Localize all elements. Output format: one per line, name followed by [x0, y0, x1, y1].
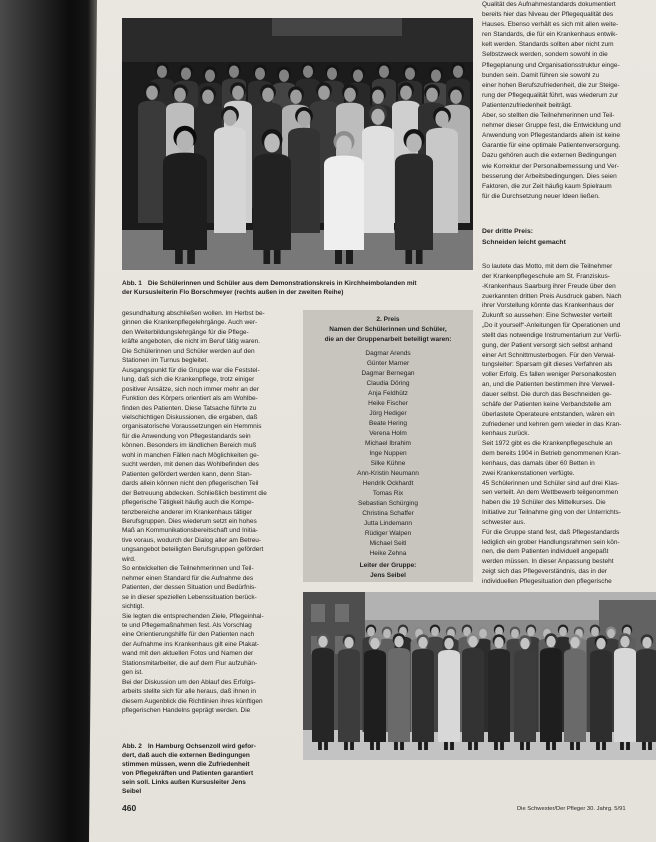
person-head [383, 629, 391, 639]
person-body [214, 127, 246, 233]
participant-name: Verena Holm [369, 430, 407, 437]
person-body [324, 156, 364, 251]
person-head [344, 637, 353, 648]
person-head [264, 134, 280, 153]
person-head [174, 88, 186, 102]
person-body [462, 648, 484, 742]
person-leg [263, 248, 270, 264]
person-head [591, 627, 599, 637]
participant-name: Jutta Lindemann [363, 520, 413, 527]
person-body [438, 650, 460, 742]
person-head [620, 636, 629, 647]
person-leg [175, 248, 183, 264]
person-head [394, 636, 403, 647]
person-leg [274, 248, 281, 264]
person-body [138, 101, 166, 223]
person-leg [346, 248, 353, 264]
person-head [607, 629, 615, 639]
article-column-middle: gesundhaltung abschließen wollen. Im Herbst be- ginnen die Krankenpflegelehrgänge. Auch wer- den Weiterbildungslehrgänge für die Pflege- kräfte angeboten, die nicht im Beruf tätig waren. Die Schülerinnen und Schüler werden auf den Stationen im Turnus begleitet. Ausgangspunkt für die Gruppe war die Feststel- lung, daß sich die Krankenpflege, trotz einiger positiver Ansätze, sich noch immer mehr an der Funktion des Körpers orientiert als am Wohlbe- finden des Patienten. Diese Tatsache führte zu vielschichtigen Diskussionen, die ergaben, daß organisatorische Voraussetzungen ein Hemmnis für die Anwendung von Pflegestandards sein können. Besonders im ländlichen Bereich muß wohl in manchen Fällen nach Möglichkeiten ge- sucht werden, mit denen das Wohlbefinden des Patienten gefördert werden kann, denn Stan- dards allein können nicht den pflegerischen Teil der Betreuung abdecken. Schließlich bestimmt die pflegerische Tätigkeit häufig auch die Kompe- tenzbereiche anderer im Krankenhaus tätiger Berufsgruppen. Dies wiederum setzt ein hohes Maß an Kommunikationsbereitschaft und Initia- tive voraus, wodurch der Dialog aller am Betreu- ungsangebot beteiligten Berufsgruppen gefördert wird. So entwickelten die Teilnehmerinnen und Teil- nehmer einen Standard für die Aufnahme des Patienten, der dessen Situation und Bedürfnis- se in dieser speziellen Lebenssituation berück- sichtigt. Sie legten die entsprechenden Ziele, Pflegeinhal- te und Pflegemaßnahmen fest. Als Vorschlag eine Orientierungshilfe für den Patienten nach der Aufnahme ins Krankenhaus gilt eine Plakat- wand mit den aktuellen Fotos und Namen der Stationsmitarbeiter, die auf dem Flur aufzuhän- gen ist. Bei der Diskussion um den Ablauf des Erfolgs- arbeits stellte sich für alle heraus, daß ihnen in diesem Augenblick die Richtlinien ihres künftigen pflegerischen Handelns geprägt werden. Die [122, 310, 267, 715]
person-body [590, 650, 612, 742]
person-leg [405, 248, 412, 264]
person-head [426, 88, 438, 102]
article-column-right-top: Qualität des Aufnahmestandards dokumentiert bereits hier das Niveau der Pflegequalität des Hauses. Ebenso verhält es sich mit allen weite- ren Standards, die für ein Krankenhaus entwik- kelt werden. Standards sollten aber nicht zum Selbstzweck werden, sondern sowohl in die Pflegeplanung und Organisationsstruktur einge- bunden sein. Damit führen sie sowohl zu einer hohen Berufszufriedenheit, die zur Steige- rung der Pflegequalität führt, was wiederum zur Patientenzufriedenheit beiträgt. Aber, so stellten die Teilnehmerinnen und Teil- nehmer dieser Gruppe fest, die Entwicklung und Anwendung von Pflegestandards allein ist keine Garantie für eine optimale Patientenversorgung. Dazu gehören auch die externen Bedingungen wie Korrektur der Personalbemessung und Ver- besserung der Arbeitsbedingungen. Dies seien Faktoren, die zur Zeit häufig kaum Spielraum für die Durchsetzung neuer Ideen ließen. [482, 1, 621, 200]
person-figure [540, 633, 562, 750]
person-figure [636, 634, 656, 750]
person-body [388, 648, 410, 742]
person-head [520, 638, 529, 649]
person-head [405, 67, 415, 79]
participant-name: Michael Ibrahim [365, 440, 411, 447]
person-body [564, 649, 586, 742]
person-body [288, 128, 320, 233]
person-head [511, 629, 519, 639]
person-head [176, 131, 193, 152]
person-head [371, 109, 384, 125]
person-head [546, 636, 555, 647]
third-prize-heading-line2: Schneiden leicht gemacht [482, 239, 566, 246]
person-head [450, 90, 462, 104]
person-figure [488, 634, 510, 750]
person-head [527, 627, 535, 637]
person-head [379, 65, 389, 77]
person-head [570, 637, 579, 648]
third-prize-text: So lautete das Motto, mit dem die Teilnehmer der Krankenpflegeschule am St. Franziskus- -Krankenhaus Saarburg ihrer Freude über den zuerkannten dritten Preis Ausdruck gaben. Nach ihrer Vorstellung könnte das Krankenhaus der Zukunft so aussehen: Eine Schwester verteilt „Do it yourself“-Anleitungen für Operationen und stellt das notwendige Instrumentarium zur Verfü- gung, der Patient versorgt sich selbst anhand einer Art Schnittmusterbogen. Für den Verwal- tungsleiter: Sparsam gilt dieses Verfahren als voller Erfolg. Es fallen weniger Personalkosten an, und die Patienten bestimmen ihre Verweil- dauer selbst. Die durch das Beschneiden ge- schäfe der Patienten keine Verbandstelle am überlastete Operateure entstanden, wären ein zufriedener und kehren gern wieder in das Kran- kenhaus zurück. Seit 1972 gibt es die Krankenpflegeschule an dem bereits 1904 in Betrieb genommenen Kran- kenhaus, das damals über 60 Betten in zwei Krankenstationen verfügte. 45 Schülerinnen und Schüler sind auf drei Klas- sen verteilt. An dem Wettbewerb teilgenommen haben die 19 Schüler des Mittelkurses. Die Initiative zur Teilnahme ging von der Unterrichts- schwester aus. Für die Gruppe stand fest, daß Pflegestandards lediglich ein grober Handlungsrahmen sein kön- nen, die dem Patienten individuell angepaßt werden müssen. In dieser Anpassung besteht zeigt sich das Pflegeverständnis, das in der individuellen Pflegesituation den pflegerische [482, 263, 622, 585]
figure-1-label: Abb. 1 [122, 280, 142, 287]
person-leg [187, 248, 195, 264]
person-head [453, 65, 463, 77]
person-head [146, 86, 158, 100]
participant-name: Tomas Rix [372, 490, 404, 497]
group-photo-image [303, 592, 656, 760]
second-prize-box [303, 310, 473, 582]
person-head [279, 69, 289, 81]
group-photo-hamburg [303, 592, 656, 760]
person-body [362, 126, 394, 233]
person-leg [416, 248, 423, 264]
person-head [290, 90, 302, 104]
person-head [229, 65, 239, 77]
third-prize-heading [482, 226, 654, 248]
person-head [223, 110, 236, 126]
page-number: 460 [122, 803, 137, 813]
participant-name: Inge Nuppen [369, 450, 407, 457]
second-prize-subtitle: Namen der Schülerinnen und Schüler, die an der Gruppenarbeit beteiligt waren: [324, 326, 452, 343]
figure-2-caption-text: In Hamburg Ochsenzoll wird gefor- dert, daß auch die externen Bedingungen stimmen müssen, wenn die Zufriedenheit von Pflegekräften und Patienten garantiert sein soll. Links außen Kursusleiter Jens Seibel [122, 743, 256, 795]
person-figure [138, 82, 166, 223]
person-head [318, 86, 330, 100]
person-head [297, 111, 310, 127]
person-body [412, 649, 434, 742]
person-head [400, 86, 412, 100]
person-head [232, 86, 244, 100]
person-figure [312, 633, 334, 750]
person-body [338, 649, 360, 742]
person-body [253, 154, 291, 251]
building-window [335, 604, 349, 622]
person-leg [335, 248, 342, 264]
person-figure [364, 635, 386, 750]
building-window [311, 604, 325, 622]
participant-name: Michael Seitl [369, 540, 407, 547]
person-head [418, 637, 427, 648]
person-figure [388, 633, 410, 750]
person-body [364, 650, 386, 742]
group-photo-image [122, 18, 473, 270]
person-head [327, 67, 337, 79]
participant-name: Beate Hering [369, 420, 407, 427]
person-figure [564, 634, 586, 750]
journal-footer: Die Schwester/Der Pfleger 30. Jahrg. 5/91 [517, 806, 626, 812]
participant-name: Rüdiger Walpen [364, 530, 412, 537]
person-head [406, 134, 422, 153]
group-leader-label: Leiter der Gruppe: [359, 562, 417, 569]
person-head [372, 90, 384, 104]
second-prize-title: 2. Preis [376, 316, 400, 323]
person-body [163, 153, 207, 250]
group-photo-kirchheimbolanden [122, 18, 473, 270]
person-body [540, 648, 562, 742]
figure-2-label: Abb. 2 [122, 743, 142, 750]
person-head [596, 638, 605, 649]
person-body [395, 154, 433, 251]
person-head [479, 629, 487, 639]
participant-name: Jörg Hediger [369, 410, 407, 417]
participant-name: Dagmar Arends [365, 350, 411, 357]
person-body [312, 648, 334, 742]
person-body [614, 648, 636, 742]
figure-1-caption-text: Die Schülerinnen und Schüler aus dem Demonstrationskreis in Kirchheimbolanden mit der Kursusleiterin Flo Borschmeyer (rechts außen in der zweiten Reihe) [122, 280, 417, 296]
page-binding-shadow [0, 0, 100, 842]
person-head [336, 136, 352, 155]
person-figure [338, 634, 360, 750]
participant-name: Ann-Kristin Neumann [357, 470, 419, 477]
person-head [370, 638, 379, 649]
person-head [353, 69, 363, 81]
person-body [636, 649, 656, 742]
participant-name: Dagmar Bernegan [361, 370, 415, 377]
person-head [344, 88, 356, 102]
person-head [431, 627, 439, 637]
person-head [181, 67, 191, 79]
person-head [444, 638, 453, 649]
person-head [318, 636, 327, 647]
person-head [205, 69, 215, 81]
person-head [303, 65, 313, 77]
participant-name: Christina Schaffer [362, 510, 414, 517]
person-head [642, 637, 651, 648]
figure-1-caption [122, 279, 473, 297]
person-figure [438, 635, 460, 750]
person-head [431, 69, 441, 81]
person-head [262, 88, 274, 102]
third-prize-heading-line1: Der dritte Preis: [482, 228, 533, 235]
participant-name: Günter Marner [366, 360, 410, 367]
person-head [494, 637, 503, 648]
person-head [255, 67, 265, 79]
person-body [514, 650, 536, 742]
person-body [488, 649, 510, 742]
person-head [468, 636, 477, 647]
figure-2-caption [122, 742, 300, 796]
photo-light-patch [272, 18, 402, 36]
person-figure [614, 633, 636, 750]
participant-name: Hendrik Ockhardt [362, 480, 414, 487]
participant-name: Claudia Döring [366, 380, 410, 387]
person-head [157, 65, 167, 77]
person-head [367, 627, 375, 637]
person-figure [590, 635, 612, 750]
person-figure [514, 635, 536, 750]
participant-name: Anja Feldhütz [368, 390, 408, 397]
person-head [202, 90, 214, 104]
person-head [435, 111, 448, 127]
participant-name: Silke Kühne [370, 460, 406, 467]
person-figure [412, 634, 434, 750]
person-figure [462, 633, 484, 750]
participant-name: Sebastian Schürging [358, 500, 418, 507]
participant-name: Heike Fischer [368, 400, 408, 407]
person-head [559, 627, 567, 637]
group-leader-name: Jens Seibel [370, 572, 406, 579]
participant-name: Heike Zehna [369, 550, 407, 557]
